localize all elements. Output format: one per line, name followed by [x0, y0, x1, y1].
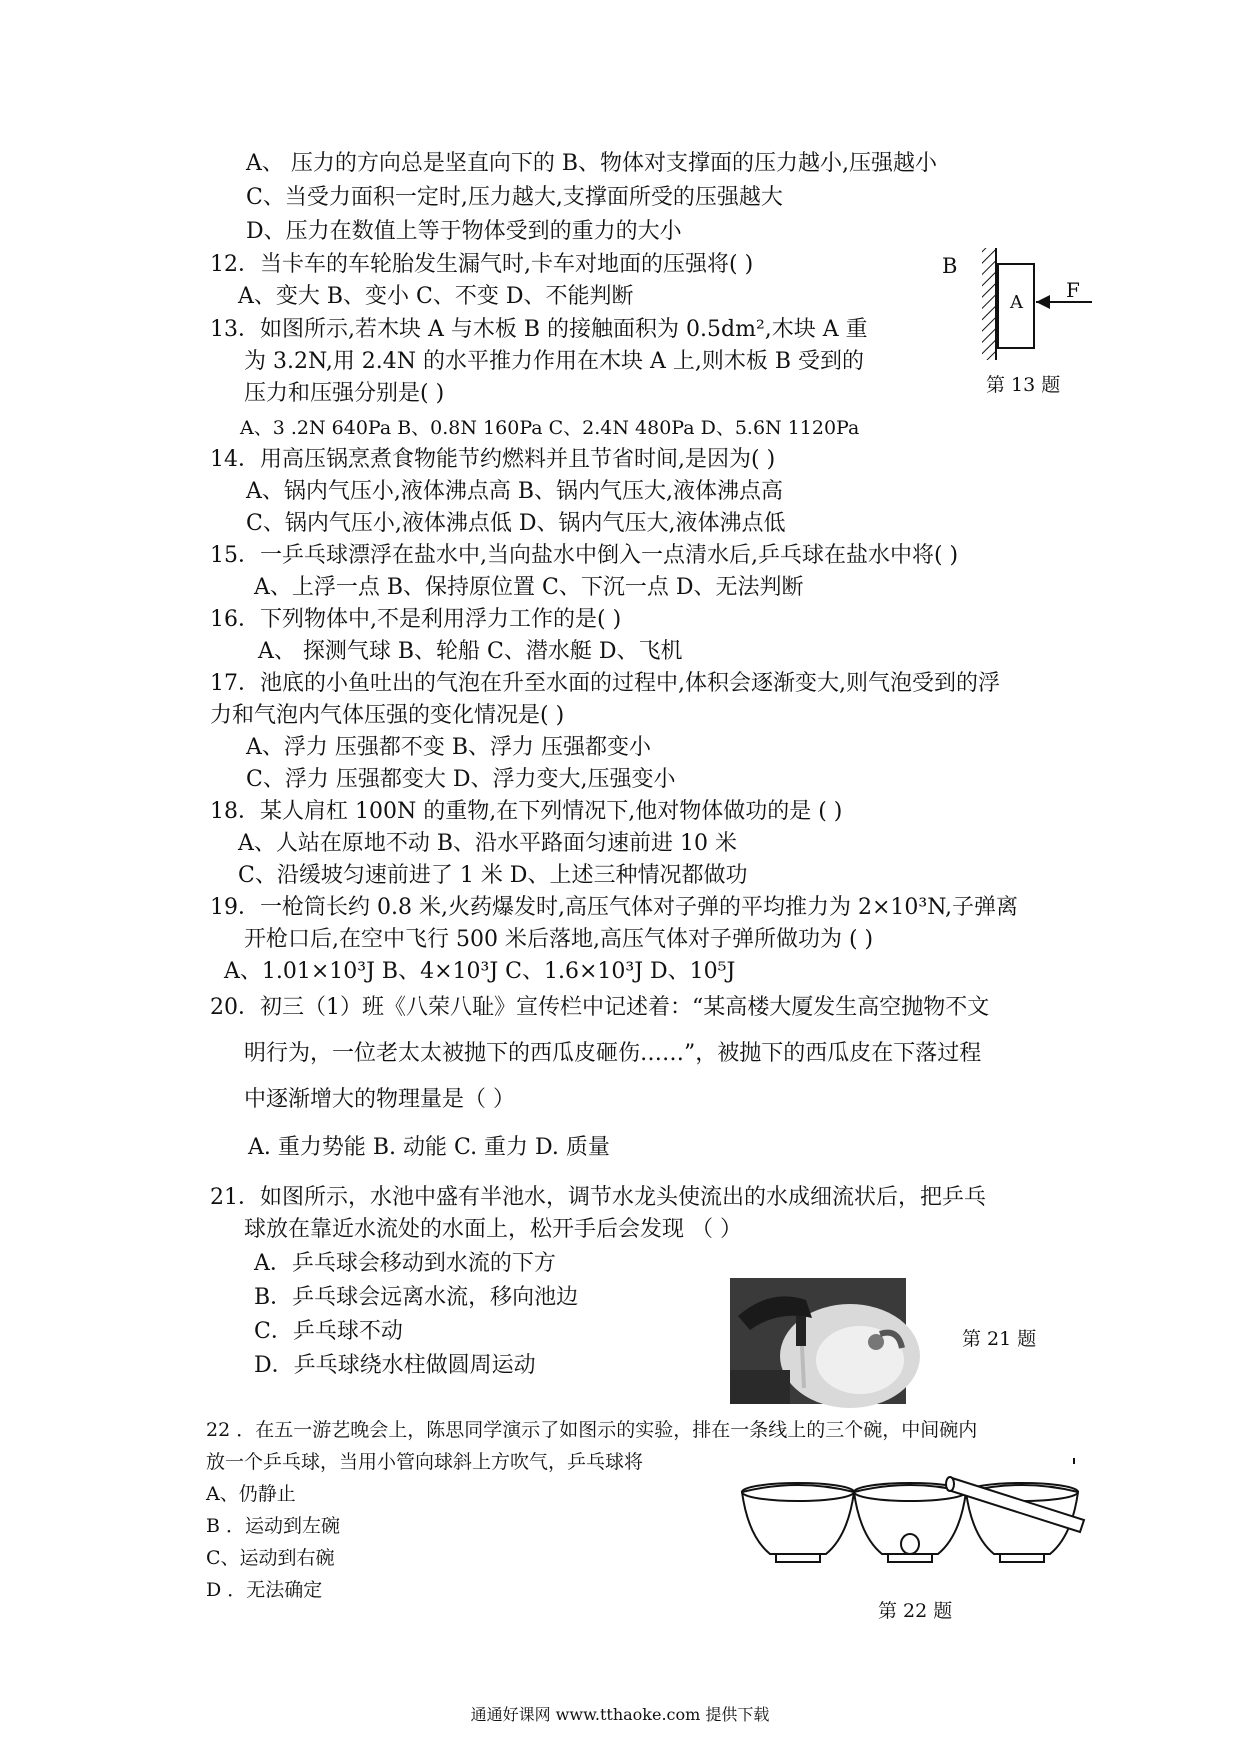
q22-stem-1: 22 ．在五一游艺晚会上，陈思同学演示了如图示的实验，排在一条线上的三个碗，中间碗内 — [206, 1419, 978, 1441]
q13-stem-2: 为 3.2N,用 2.4N 的水平推力作用在木块 A 上,则木板 B 受到的 — [244, 349, 865, 374]
q14-stem: 14．用高压锅烹煮食物能节约燃料并且节省时间,是因为( ) — [210, 447, 776, 472]
q21-stem-1: 21．如图所示，水池中盛有半池水，调节水龙头使流出的水成细流状后，把乒乓 — [210, 1185, 986, 1210]
q14-option-cd: C、锅内气压小,液体沸点低 D、锅内气压大,液体沸点低 — [246, 511, 786, 536]
fig13-label-f: F — [1066, 278, 1080, 302]
fig22-bowls — [740, 1458, 1090, 1578]
q21-option-a: A．乒乓球会移动到水流的下方 — [254, 1251, 556, 1276]
q11-option-d: D、压力在数值上等于物体受到的重力的大小 — [246, 219, 682, 244]
q18-option-cd: C、沿缓坡匀速前进了 1 米 D、上述三种情况都做功 — [238, 863, 748, 888]
q15-options: A、上浮一点 B、保持原位置 C、下沉一点 D、无法判断 — [254, 575, 804, 600]
q21-option-b: B．乒乓球会远离水流，移向池边 — [254, 1285, 579, 1310]
q21-stem-2: 球放在靠近水流处的水面上，松开手后会发现 （ ） — [244, 1217, 742, 1242]
q22-option-d: D ．无法确定 — [206, 1579, 323, 1601]
q11-option-ab: A、 压力的方向总是坚直向下的 B、物体对支撑面的压力越小,压强越小 — [246, 151, 938, 176]
q22-option-a: A、仍静止 — [206, 1483, 296, 1505]
fig22-caption: 第 22 题 — [878, 1600, 953, 1622]
q13-stem-1: 13．如图所示,若木块 A 与木板 B 的接触面积为 0.5dm²,木块 A 重 — [210, 317, 868, 342]
q19-stem-1: 19．一枪筒长约 0.8 米,火药爆发时,高压气体对子弹的平均推力为 2×10³N,子弹离 — [210, 895, 1019, 920]
q12-options: A、变大 B、变小 C、不变 D、不能判断 — [238, 284, 634, 309]
q11-option-c: C、当受力面积一定时,压力越大,支撑面所受的压强越大 — [246, 185, 783, 210]
q17-stem-1: 17．池底的小鱼吐出的气泡在升至水面的过程中,体积会逐渐变大,则气泡受到的浮 — [210, 671, 1000, 696]
q21-option-d: D．乒乓球绕水柱做圆周运动 — [254, 1353, 536, 1378]
q14-option-ab: A、锅内气压小,液体沸点高 B、锅内气压大,液体沸点高 — [246, 479, 784, 504]
ping-pong-ball — [901, 1534, 919, 1554]
q20-stem-2: 明行为，一位老太太被抛下的西瓜皮砸伤……”，被抛下的西瓜皮在下落过程 — [244, 1041, 982, 1066]
q17-stem-2: 力和气泡内气体压强的变化情况是( ) — [210, 703, 565, 728]
q19-stem-2: 开枪口后,在空中飞行 500 米后落地,高压气体对子弹所做功为 ( ) — [244, 927, 874, 952]
fig13-label-a: A — [1010, 292, 1023, 313]
q18-option-ab: A、人站在原地不动 B、沿水平路面匀速前进 10 米 — [238, 831, 738, 856]
q18-stem: 18．某人肩杠 100N 的重物,在下列情况下,他对物体做功的是 ( ) — [210, 799, 843, 824]
q17-option-ab: A、浮力 压强都不变 B、浮力 压强都变小 — [246, 735, 652, 760]
middle-bowl — [854, 1483, 966, 1562]
fig21-caption: 第 21 题 — [962, 1328, 1037, 1350]
fig13-caption: 第 13 题 — [986, 374, 1061, 396]
q22-option-b: B ．运动到左碗 — [206, 1515, 341, 1537]
q20-stem-3: 中逐渐增大的物理量是（ ） — [244, 1087, 515, 1112]
force-arrowhead — [1036, 295, 1050, 309]
q15-stem: 15．一乒乓球漂浮在盐水中,当向盐水中倒入一点清水后,乒乓球在盐水中将( ) — [210, 543, 959, 568]
q16-options: A、 探测气球 B、轮船 C、潜水艇 D、飞机 — [258, 639, 683, 664]
fig13-diagram — [0, 0, 1240, 400]
left-bowl — [742, 1483, 854, 1562]
q12-stem: 12．当卡车的车轮胎发生漏气时,卡车对地面的压强将( ) — [210, 252, 754, 277]
q17-option-cd: C、浮力 压强都变大 D、浮力变大,压强变小 — [246, 767, 676, 792]
q16-stem: 16．下列物体中,不是利用浮力工作的是( ) — [210, 607, 622, 632]
q22-stem-2: 放一个乒乓球，当用小管向球斜上方吹气，乒乓球将 — [206, 1451, 644, 1473]
q13-stem-3: 压力和压强分别是( ) — [244, 381, 445, 406]
q13-options: A、3 .2N 640Pa B、0.8N 160Pa C、2.4N 480Pa D、5.6N 1120Pa — [240, 417, 860, 439]
q22-option-c: C、运动到右碗 — [206, 1547, 335, 1569]
q21-option-c: C．乒乓球不动 — [254, 1319, 403, 1344]
footer-source: 通通好课网 www.tthaoke.com 提供下载 — [470, 1705, 770, 1724]
fig13-label-b: B — [942, 254, 958, 278]
q20-options: A. 重力势能 B. 动能 C. 重力 D. 质量 — [248, 1135, 610, 1160]
q19-options: A、1.01×10³J B、4×10³J C、1.6×10³J D、10⁵J — [224, 959, 736, 984]
fig21-photo — [730, 1278, 906, 1404]
wall-hatching — [982, 248, 996, 360]
q20-stem-1: 20．初三（1）班《八荣八耻》宣传栏中记述着：“某高楼大厦发生高空抛物不文 — [210, 995, 990, 1020]
